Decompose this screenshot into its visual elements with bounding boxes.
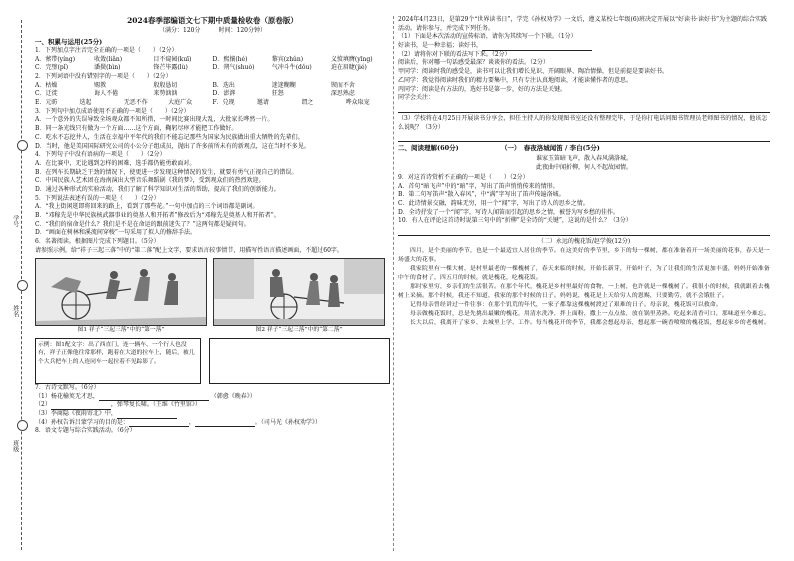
option: 锋芒毕露(lù)	[153, 64, 188, 72]
option: B．在列车长期缺乏干劲的情况下，使更进一步发现这种情况的发生，就要有勇气正视自己的错误。	[35, 168, 298, 176]
option: A．枯燥	[35, 81, 58, 89]
option: A．萦带(yíng)	[35, 55, 76, 63]
option: 哗众取宠	[345, 99, 370, 107]
poem-line: 谁家玉笛暗飞声，散入春风满洛城。	[535, 154, 632, 162]
option: 狂怒	[271, 90, 284, 98]
option: 目不窥园(kuī)	[153, 55, 192, 63]
poem-line: （1）杨花榆荚无才思， （韩愈《晚春》）	[35, 392, 256, 400]
option: 邀请	[256, 99, 269, 107]
option: B．同一条光线只有做为一个方面……这个方面，鞠躬尽瘁才能把工作做好。	[35, 125, 238, 133]
dialog-line: 乙同学：我觉得阅读时我们的精力要集中，只有专注认真地阅读，才能读懂作者的意思。	[398, 76, 633, 84]
option: D．朔气(shuò)	[212, 64, 255, 72]
option: 锲而不舍	[330, 81, 355, 89]
question-stem: 3．下列句中加点成语使用不正确的一项是（ ）（2分）	[35, 107, 190, 115]
dialog-line: 甲同学：阅读时我的感受是，读书可以让我们增长见识、开阔眼界、陶冶情操，但是前提是要读好书。	[398, 68, 669, 76]
binding-hole	[17, 280, 28, 291]
option: 潘鬓(bìn)	[94, 64, 121, 72]
figure-caption: 图1 祥子“三起三落”中的“第一落”	[77, 327, 165, 334]
poem-line: （3）李商隐《夜雨寄北》中，	[35, 410, 390, 419]
option: C．中国民族人艺术团在海南演出大型音乐舞蹈剧《我的梦》，受到观众们的热烈欢迎。	[35, 177, 265, 185]
option: 赐教	[94, 81, 107, 89]
answer-blank[interactable]	[129, 420, 189, 427]
option: D．当时，他是美国国际研究公司的小公分子组成员，抛出了许多前所未有的新观点，这在当时不多见。	[35, 142, 310, 150]
illustration-drawing	[36, 259, 206, 325]
option: 诲人不倦	[94, 90, 119, 98]
question-stem: 8．语文专题与综合实践活动。（6分）	[35, 427, 136, 435]
binding-margin	[6, 20, 34, 550]
option: C．此诗情景交融，韵味无穷，用一个“闻”字，写出了诗人的思乡之情。	[398, 200, 589, 208]
answer-line[interactable]	[398, 105, 770, 113]
question-stem: 1．下列加点字注音完全正确的一项是（ ）（2分）	[35, 46, 178, 54]
option: A．在比赛中，无论遇到怎样的困难，选手都仍能勇敢面对。	[35, 159, 196, 167]
left-column	[35, 16, 390, 436]
option-row	[35, 99, 390, 108]
figure-1	[35, 258, 207, 334]
right-column	[398, 16, 770, 328]
option: D．澎湃	[212, 90, 236, 98]
example-row	[35, 338, 390, 384]
illustration-rickshaw-street	[213, 258, 385, 326]
answer-blank[interactable]	[51, 403, 111, 410]
answer-blank[interactable]	[195, 420, 255, 427]
option: C．迁徙	[35, 90, 58, 98]
option: F．兑现	[212, 99, 235, 107]
answer-blank[interactable]	[482, 44, 592, 51]
poem-line: （2） ，弹琴复长啸。（王维《竹里馆》）	[35, 401, 201, 409]
answer-box[interactable]	[209, 338, 390, 384]
question-stem: 2．下列词语中没有错别字的一项是（ ）（2分）	[35, 73, 172, 81]
answer-line[interactable]	[398, 228, 770, 236]
task: （2）请将你对下联的看法写下来。（2分）	[398, 50, 511, 58]
column-divider	[393, 16, 394, 551]
option: 大庭广众	[168, 99, 193, 107]
prose-paragraph: 记得母亲曾经讲过一件往事：在那个饥荒的年代，一家子都靠这棵槐树渡过了艰难的日子。母亲说，槐花饭可以救命。	[410, 301, 722, 308]
task-line: 好读书，是一种幸福；读好书，	[398, 42, 770, 51]
option: D．“画面在树林和溪流间穿梭”一句采用了拟人的修辞手法。	[35, 229, 196, 237]
poem-line: 此夜曲中闻折柳，何人不起故园情。	[535, 164, 632, 172]
section-heading: 一、积累与运用(25分)	[35, 37, 103, 46]
option: 迷迷糊糊	[271, 81, 296, 89]
section-heading: 二、阅读理解(60分) （一） 春夜洛城闻笛 / 李白(5分)	[398, 144, 600, 153]
question-stem: 6．名著阅读。根据图片完成下列题目。（5分）	[35, 238, 160, 246]
example-box: 示例：图1配文字：出了西直门，连一辆车、一个行人也没有，祥子正像他往常那样，跑着在大道的拉车上，随后，被几个大兵把车上的人连同车一起拉着不见踪影了。	[35, 338, 201, 384]
activity-intro: 2024年4月23日，是第29个“世界读书日”，学完《孙权劝学》一文后，遵义某校七年级(6)班决定开展以“好读书·读好书”为主题的综合实践活动。请你参与，并完成下列任务。	[398, 16, 768, 32]
question-stem: 10．有人在评论这首诗时说第三句中的“折柳”是全诗的“关键”，这说的是什么？（3分）	[398, 217, 632, 225]
answer-line[interactable]	[398, 134, 770, 142]
question-text: 请参照示例，给“祥子三起三落”中的“第二落”配上文字，要求语言较事情节，用描写性语言描述画面，不超过60字。	[35, 246, 343, 254]
binding-hole	[17, 420, 28, 431]
exam-subtitle: （满分：120分 时间：120分钟）	[159, 26, 266, 34]
option: 无恶不作	[123, 99, 148, 107]
exam-title: 2024春季部编语文七下期中质量检收卷（原卷版）	[127, 16, 298, 25]
option: B．“邓稼先是中华民族核武器事业的奠基人和开拓者”修改后为“邓稼先是奠基人和开拓者”。	[35, 212, 280, 220]
option: C．“我们的宿命是什么？我们是不是在命运的跟前迷失了？”这两句都是疑问句。	[35, 220, 250, 228]
option: C．吃水不忘挖井人，生活在幸福中平年代的我们不能忘记那些为国家为民族做出重大牺牲的先辈们。	[35, 133, 304, 141]
prose-paragraph: 母亲做槐花饭时，总是先挑出最嫩的槐花，用清水洗净，拌上面粉，撒上一点点盐，放在锅里蒸熟。吃起来清香可口，那味道至今难忘。	[410, 310, 770, 317]
prose-paragraph: 四月，是个美丽的季节，也是一个最适宜人居住的季节。在这美好的季节里，乡下的每一棵树，都在准备着开一场美丽的花事，春天是一场盛大的花事。	[398, 247, 770, 263]
question-stem: 9．对这首诗赏析不正确的一项是（ ）（2分）	[398, 174, 529, 182]
option: C．完璧(pǐ)	[35, 64, 69, 72]
option: 收敛(liǎn)	[94, 55, 123, 63]
option: A．“我上街闲逛即将回来的路上，看到了那些花。”一句中加点的三个词语都是副词。	[35, 203, 259, 211]
reading-title: （二）永远的槐花饭/赵学俊(12分)	[537, 238, 631, 246]
option: A．首句“暗飞声”中的“暗”字，写出了笛声悄悄传来的情形。	[398, 182, 559, 190]
option: E．元昉	[35, 99, 58, 107]
illustration-drawing	[214, 259, 384, 325]
task: 阅读后，你对哪一句话感受最深？谈谈你的看法。（2分）	[398, 59, 549, 67]
prose-paragraph: 长大以后，我离开了家乡，去城里上学、工作。每当槐花开的季节，我都会想起母亲，想起那一碗香喷喷的槐花饭，想起家乡的老槐树。	[410, 319, 770, 326]
student-name-label: 姓名	[11, 305, 19, 317]
question-stem: 5．下列说法表述有误的一项是（ ）（2分）	[35, 194, 160, 202]
dialog-line: 丙同学：阅读是有方法的，选好书是第一步，好的方法是关键。	[398, 85, 567, 93]
option-row	[35, 64, 390, 73]
poem-line: （4）孙权告诉吕蒙学习的目的是： ， 。（司马光《孙权劝学》）	[35, 418, 321, 426]
option: B．迭出	[212, 81, 235, 89]
option: D．熙攘(hé)	[212, 55, 248, 63]
question-stem: 7．古诗文默写。（6分）	[35, 383, 100, 391]
option: 义愤填膺(yīng)	[330, 55, 373, 63]
student-id-label: 学号	[11, 215, 19, 227]
figure-caption: 图2 祥子“三起三落”中的“第二落”	[255, 327, 343, 334]
figure-row	[35, 258, 390, 334]
option: 来势汹汹	[153, 90, 178, 98]
class-label: 班级	[11, 440, 19, 452]
task: （3）学校将在4月25日开展读书分享会，担任主持人的你发现图书室还没有整理完毕，于是你打电话问图书管理员老师图书的情况，他该怎么说呢？（3分）	[398, 114, 768, 131]
question-stem: 4．下列句子中没有语病的一项是（ ）（2分）	[35, 151, 166, 159]
option: D．通过各种形式的实验活动，我们了解了科学知识对生活的帮助，提高了我们的创新能力。	[35, 185, 280, 193]
option: 迫在眉睫(jié)	[330, 64, 367, 72]
prose-paragraph: 那时家里穷，乡亲们的生活很苦。在那个年代，槐花是乡村里最好的食物，一上树，也许就是一棵槐树了。我很小的时候，我就跟着去槐树上采摘。那个时候，我还不知道，我家的那个时候的日子。妈妈说，槐花是上天给穷人的恩赐，只要勤劳，就不会饿肚子。	[398, 283, 770, 299]
option: 殷殷恳切	[153, 81, 178, 89]
option: A．一个意外的失误导致全场观众都不知所措，一时间比赛出现大乱，大批家长哗然一片。	[35, 116, 274, 124]
dialog-line: 同学会关注：	[398, 94, 435, 102]
figure-2	[213, 258, 385, 334]
prose-paragraph: 我家院里有一棵大树，是村里最老的一棵槐树了，春天来临的时候，开始长新芽，开始叶子，为了让我们的生活更加丰盛，妈妈开始准备中午的食材了，四五月的时候，就是槐花，吃槐花饭。	[398, 265, 770, 281]
option: 深思熟虑	[330, 90, 355, 98]
option: D．全诗抒发了一个“闻”字，写诗人闻笛而引起的思乡之情，被誉为写乡愁的佳作。	[398, 208, 619, 216]
answer-blank[interactable]	[117, 412, 177, 419]
task: （1）下面是本次活动的宣传标语，请你为其续写一个下联。（1分）	[398, 33, 577, 41]
illustration-rickshaw	[35, 258, 207, 326]
binding-hole	[17, 140, 28, 151]
option: 气冲斗牛(dǒu)	[271, 64, 312, 72]
option: 黎宾(zhǔn)	[271, 55, 304, 63]
option: B．第二句写笛声“散入春风”，中“满”字写出了笛声传遍洛城。	[398, 191, 565, 199]
option: 谓之	[301, 99, 314, 107]
option-row	[35, 90, 390, 99]
option: 迭起	[79, 99, 92, 107]
